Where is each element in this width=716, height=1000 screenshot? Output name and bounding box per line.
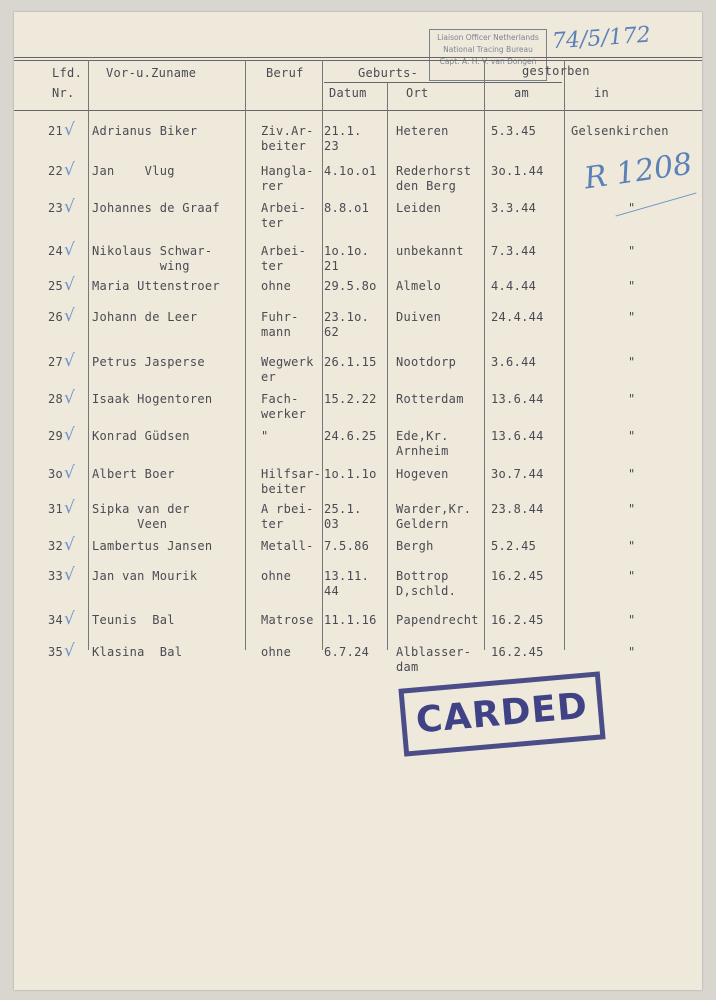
handwritten-check-icon: √ bbox=[64, 498, 75, 518]
cell-nr: 26 bbox=[48, 310, 64, 324]
handwritten-check-icon: √ bbox=[64, 609, 75, 629]
cell-beruf: ohne bbox=[261, 645, 292, 659]
cell-nr: 32 bbox=[48, 539, 64, 553]
cell-am: 16.2.45 bbox=[491, 645, 544, 659]
cell-am: 16.2.45 bbox=[491, 569, 544, 583]
cell-ort: Leiden bbox=[396, 201, 442, 215]
cell-am: 3.6.44 bbox=[491, 355, 537, 369]
cell-am: 24.4.44 bbox=[491, 310, 544, 324]
cell-nr: 34 bbox=[48, 613, 64, 627]
handwritten-check-icon: √ bbox=[64, 425, 75, 445]
cell-name: Maria Uttenstroer bbox=[92, 279, 220, 293]
cell-am: 7.3.44 bbox=[491, 244, 537, 258]
cell-am: 13.6.44 bbox=[491, 392, 544, 406]
document-page bbox=[14, 12, 702, 990]
cell-beruf: Arbei- ter bbox=[261, 244, 307, 273]
cell-beruf: ohne bbox=[261, 569, 292, 583]
column-divider-am bbox=[564, 60, 565, 650]
cell-ort: Bottrop D,schld. bbox=[396, 569, 457, 598]
header-datum: Datum bbox=[329, 86, 367, 100]
handwritten-check-icon: √ bbox=[64, 463, 75, 483]
stamp-line-2: National Tracing Bureau bbox=[443, 45, 533, 54]
cell-name: Nikolaus Schwar- wing bbox=[92, 244, 213, 273]
cell-nr: 28 bbox=[48, 392, 64, 406]
header-nr: Nr. bbox=[52, 86, 75, 100]
cell-nr: 33 bbox=[48, 569, 64, 583]
handwritten-check-icon: √ bbox=[64, 388, 75, 408]
cell-name: Jan Vlug bbox=[92, 164, 175, 178]
cell-datum: 21.1. 23 bbox=[324, 124, 362, 153]
cell-name: Petrus Jasperse bbox=[92, 355, 205, 369]
carded-stamp: CARDED bbox=[398, 671, 605, 756]
cell-am: 3o.1.44 bbox=[491, 164, 544, 178]
cell-beruf: " bbox=[261, 429, 269, 443]
cell-name: Lambertus Jansen bbox=[92, 539, 213, 553]
table-top-rule-2 bbox=[14, 60, 702, 61]
cell-in: " bbox=[628, 502, 636, 516]
cell-datum: 7.5.86 bbox=[324, 539, 370, 553]
header-gestorben: gestorben bbox=[522, 64, 590, 78]
cell-nr: 29 bbox=[48, 429, 64, 443]
cell-ort: Heteren bbox=[396, 124, 449, 138]
cell-datum: 6.7.24 bbox=[324, 645, 370, 659]
header-in: in bbox=[594, 86, 610, 100]
cell-datum: 13.11. 44 bbox=[324, 569, 370, 598]
cell-datum: 24.6.25 bbox=[324, 429, 377, 443]
cell-nr: 23 bbox=[48, 201, 64, 215]
cell-in: " bbox=[628, 355, 636, 369]
cell-beruf: ohne bbox=[261, 279, 292, 293]
cell-in: " bbox=[628, 569, 636, 583]
handwritten-reference-top: 74/5/172 bbox=[551, 22, 652, 55]
cell-am: 16.2.45 bbox=[491, 613, 544, 627]
handwritten-check-icon: √ bbox=[64, 641, 75, 661]
cell-datum: 8.8.o1 bbox=[324, 201, 370, 215]
cell-beruf: Wegwerk er bbox=[261, 355, 314, 384]
cell-ort: Hogeven bbox=[396, 467, 449, 481]
cell-beruf: Metall- bbox=[261, 539, 314, 553]
cell-name: Klasina Bal bbox=[92, 645, 183, 659]
cell-in: " bbox=[628, 539, 636, 553]
cell-beruf: Hilfsar- beiter bbox=[261, 467, 322, 496]
cell-ort: Duiven bbox=[396, 310, 442, 324]
handwritten-check-icon: √ bbox=[64, 240, 75, 260]
header-ort: Ort bbox=[406, 86, 429, 100]
cell-datum: 4.1o.o1 bbox=[324, 164, 377, 178]
cell-name: Konrad Güdsen bbox=[92, 429, 190, 443]
cell-beruf: Ziv.Ar- beiter bbox=[261, 124, 314, 153]
column-divider-nr bbox=[88, 60, 89, 650]
cell-ort: Rederhorst den Berg bbox=[396, 164, 472, 193]
handwritten-check-icon: √ bbox=[64, 535, 75, 555]
handwritten-check-icon: √ bbox=[64, 160, 75, 180]
cell-nr: 31 bbox=[48, 502, 64, 516]
column-divider-beruf bbox=[322, 60, 323, 650]
header-lfd: Lfd. bbox=[52, 66, 83, 80]
cell-ort: Rotterdam bbox=[396, 392, 464, 406]
handwritten-ref-code: R 1208 bbox=[582, 146, 695, 197]
cell-datum: 15.2.22 bbox=[324, 392, 377, 406]
stamp-line-1: Liaison Officer Netherlands bbox=[437, 33, 539, 42]
cell-datum: 1o.1o. 21 bbox=[324, 244, 370, 273]
cell-beruf: Hangla- rer bbox=[261, 164, 314, 193]
handwritten-check-icon: √ bbox=[64, 197, 75, 217]
cell-in: " bbox=[628, 429, 636, 443]
cell-name: Isaak Hogentoren bbox=[92, 392, 213, 406]
cell-beruf: Arbei- ter bbox=[261, 201, 307, 230]
cell-nr: 35 bbox=[48, 645, 64, 659]
cell-beruf: Matrose bbox=[261, 613, 314, 627]
cell-name: Sipka van der Veen bbox=[92, 502, 190, 531]
cell-ort: Alblasser- dam bbox=[396, 645, 472, 674]
cell-am: 23.8.44 bbox=[491, 502, 544, 516]
cell-am: 3o.7.44 bbox=[491, 467, 544, 481]
handwritten-check-icon: √ bbox=[64, 275, 75, 295]
cell-datum: 26.1.15 bbox=[324, 355, 377, 369]
table-subheader-rule bbox=[324, 82, 562, 83]
cell-name: Johannes de Graaf bbox=[92, 201, 220, 215]
cell-name: Albert Boer bbox=[92, 467, 175, 481]
cell-datum: 29.5.8o bbox=[324, 279, 377, 293]
cell-in: " bbox=[628, 392, 636, 406]
handwritten-check-icon: √ bbox=[64, 306, 75, 326]
cell-datum: 23.1o. 62 bbox=[324, 310, 370, 339]
cell-in: " bbox=[628, 279, 636, 293]
cell-am: 4.4.44 bbox=[491, 279, 537, 293]
column-divider-datum bbox=[387, 82, 388, 650]
cell-am: 5.3.45 bbox=[491, 124, 537, 138]
cell-ort: Ede,Kr. Arnheim bbox=[396, 429, 449, 458]
cell-in: " bbox=[628, 310, 636, 324]
cell-beruf: Fach- werker bbox=[261, 392, 307, 421]
header-beruf: Beruf bbox=[266, 66, 304, 80]
cell-am: 5.2.45 bbox=[491, 539, 537, 553]
cell-am: 3.3.44 bbox=[491, 201, 537, 215]
cell-ort: Nootdorp bbox=[396, 355, 457, 369]
cell-ort: Bergh bbox=[396, 539, 434, 553]
cell-ort: unbekannt bbox=[396, 244, 464, 258]
cell-name: Teunis Bal bbox=[92, 613, 175, 627]
cell-ort: Papendrecht bbox=[396, 613, 479, 627]
cell-beruf: Fuhr- mann bbox=[261, 310, 299, 339]
handwritten-check-icon: √ bbox=[64, 351, 75, 371]
cell-in: Gelsenkirchen bbox=[571, 124, 669, 138]
cell-name: Johann de Leer bbox=[92, 310, 198, 324]
cell-nr: 24 bbox=[48, 244, 64, 258]
handwritten-check-icon: √ bbox=[64, 565, 75, 585]
stamp-line-3: Capt. A. H. V. van Dongen bbox=[439, 57, 537, 66]
cell-nr: 27 bbox=[48, 355, 64, 369]
cell-in: " bbox=[628, 467, 636, 481]
table-top-rule bbox=[14, 57, 702, 58]
header-am: am bbox=[514, 86, 530, 100]
cell-beruf: A rbei- ter bbox=[261, 502, 314, 531]
header-name: Vor-u.Zuname bbox=[106, 66, 197, 80]
cell-in: " bbox=[628, 244, 636, 258]
cell-am: 13.6.44 bbox=[491, 429, 544, 443]
cell-nr: 21 bbox=[48, 124, 64, 138]
cell-name: Adrianus Biker bbox=[92, 124, 198, 138]
cell-nr: 3o bbox=[48, 467, 64, 481]
column-divider-ort bbox=[484, 60, 485, 650]
column-divider-name bbox=[245, 60, 246, 650]
table-header-rule bbox=[14, 110, 702, 111]
cell-in: " bbox=[628, 201, 636, 215]
cell-datum: 11.1.16 bbox=[324, 613, 377, 627]
cell-nr: 25 bbox=[48, 279, 64, 293]
header-geburts: Geburts- bbox=[358, 66, 419, 80]
cell-nr: 22 bbox=[48, 164, 64, 178]
cell-in: " bbox=[628, 645, 636, 659]
cell-datum: 1o.1.1o bbox=[324, 467, 377, 481]
cell-datum: 25.1. 03 bbox=[324, 502, 362, 531]
cell-ort: Almelo bbox=[396, 279, 442, 293]
cell-name: Jan van Mourik bbox=[92, 569, 198, 583]
cell-ort: Warder,Kr. Geldern bbox=[396, 502, 472, 531]
cell-in: " bbox=[628, 613, 636, 627]
handwritten-check-icon: √ bbox=[64, 120, 75, 140]
